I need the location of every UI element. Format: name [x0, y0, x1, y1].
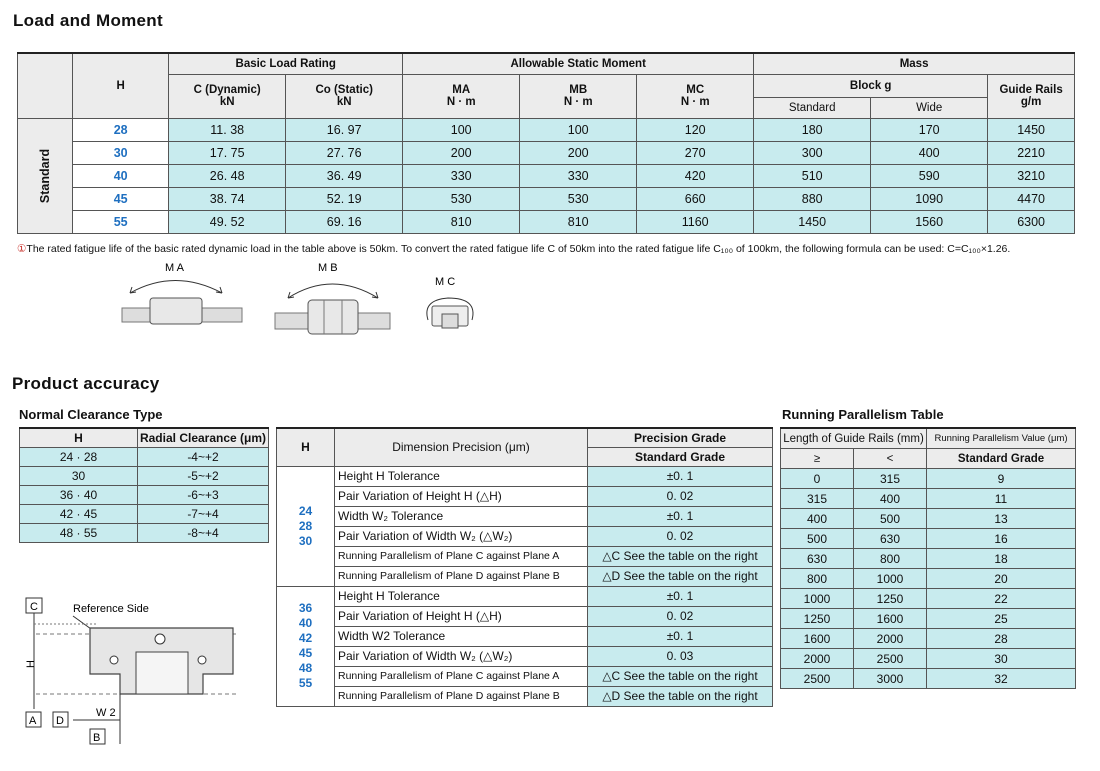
- cell-rail: 2210: [988, 141, 1075, 164]
- dp-cell-label: Running Parallelism of Plane D against Plane B: [335, 686, 588, 706]
- ncl-row: [20, 467, 269, 486]
- col-c-dynamic: C (Dynamic) kN: [169, 74, 286, 118]
- dp-col-h: H: [277, 428, 335, 466]
- moment-figures: [110, 258, 510, 338]
- dp-cell-value: ±0. 1: [588, 626, 773, 646]
- rp-cell-value: 20: [927, 569, 1076, 589]
- col-block: Block g: [754, 74, 988, 97]
- col-block-standard: Standard: [754, 97, 871, 118]
- dimension-precision-table: [276, 427, 773, 707]
- cell-h: 45: [73, 187, 169, 210]
- normal-clearance-table: [19, 427, 269, 543]
- dp-cell-label: Width W2 Tolerance: [335, 626, 588, 646]
- note-mark-icon: ①: [17, 243, 27, 255]
- rp-cell-to: 1250: [854, 589, 927, 609]
- dp-row: [277, 566, 773, 586]
- cell-ma: 100: [403, 118, 520, 141]
- rp-cell-value: 25: [927, 609, 1076, 629]
- ncl-cell-h: 36 · 40: [20, 486, 138, 505]
- figure-mc-label: M C: [435, 276, 456, 288]
- section-title-accuracy: Product accuracy: [12, 374, 160, 393]
- dp-cell-value: △C See the table on the right: [588, 546, 773, 566]
- cell-mb: 100: [520, 118, 637, 141]
- cell-wide: 1560: [871, 210, 988, 233]
- ncl-cell-value: -4~+2: [138, 448, 269, 467]
- label-a: A: [29, 715, 37, 727]
- rp-row: [781, 569, 1076, 589]
- note-text: The rated fatigue life of the basic rated dynamic load in the table above is 50km. To convert the rated fatigue life C of 50km into the rated fatigue life C₁₀₀ of 100km, the following formula can be used: C=C₁₀₀×1.26.: [26, 243, 1011, 255]
- dp-col-dim: Dimension Precision (μm): [335, 428, 588, 466]
- label-w2: W 2: [96, 707, 116, 719]
- rp-row: [781, 669, 1076, 689]
- load-row: [18, 164, 1075, 187]
- label-h: H: [25, 660, 37, 668]
- col-ma: MA N · m: [403, 74, 520, 118]
- cell-h: 28: [73, 118, 169, 141]
- cell-ma: 530: [403, 187, 520, 210]
- cell-c: 38. 74: [169, 187, 286, 210]
- dp-cell-value: 0. 02: [588, 606, 773, 626]
- dp-cell-value: △D See the table on the right: [588, 566, 773, 586]
- rp-row: [781, 609, 1076, 629]
- dp-group-h: [277, 466, 335, 586]
- ncl-row: [20, 448, 269, 467]
- rp-cell-from: 2000: [781, 649, 854, 669]
- rp-row: [781, 469, 1076, 489]
- rp-cell-value: 9: [927, 469, 1076, 489]
- rp-cell-from: 800: [781, 569, 854, 589]
- side-label-standard: Standard: [18, 118, 73, 233]
- dp-cell-label: Running Parallelism of Plane D against Plane B: [335, 566, 588, 586]
- figure-mb: [275, 262, 390, 334]
- label-c: C: [30, 601, 38, 613]
- cell-wide: 590: [871, 164, 988, 187]
- rp-cell-value: 13: [927, 509, 1076, 529]
- dp-row: [277, 646, 773, 666]
- load-row: [18, 187, 1075, 210]
- dp-col-sg: Standard Grade: [588, 447, 773, 466]
- ncl-cell-value: -5~+2: [138, 467, 269, 486]
- load-moment-table: [17, 52, 1075, 234]
- cell-ma: 330: [403, 164, 520, 187]
- rp-cell-value: 16: [927, 529, 1076, 549]
- figure-ma-label: M A: [165, 262, 184, 274]
- cell-co: 69. 16: [286, 210, 403, 233]
- ncl-row: [20, 486, 269, 505]
- group-static-moment: Allowable Static Moment: [403, 53, 754, 74]
- rp-cell-value: 11: [927, 489, 1076, 509]
- rp-row: [781, 509, 1076, 529]
- rp-cell-to: 500: [854, 509, 927, 529]
- dp-h-value: 42: [298, 631, 313, 645]
- rp-cell-from: 500: [781, 529, 854, 549]
- section-title-load: Load and Moment: [13, 11, 163, 30]
- label-reference-side: Reference Side: [73, 603, 149, 615]
- dp-h-value: 48: [298, 661, 313, 675]
- cell-c: 11. 38: [169, 118, 286, 141]
- dp-row: [277, 666, 773, 686]
- cell-std: 510: [754, 164, 871, 187]
- cell-ma: 810: [403, 210, 520, 233]
- cell-mc: 270: [637, 141, 754, 164]
- rp-col-val: Running Parallelism Value (μm): [927, 428, 1076, 449]
- cell-std: 180: [754, 118, 871, 141]
- load-row: [18, 141, 1075, 164]
- ncl-cell-value: -8~+4: [138, 524, 269, 543]
- cell-h: 30: [73, 141, 169, 164]
- ncl-cell-h: 24 · 28: [20, 448, 138, 467]
- dp-row: [277, 686, 773, 706]
- dp-row: [277, 626, 773, 646]
- cell-c: 26. 48: [169, 164, 286, 187]
- rp-cell-value: 32: [927, 669, 1076, 689]
- dp-h-value: 30: [298, 533, 313, 548]
- dp-cell-label: Height H Tolerance: [335, 586, 588, 606]
- cell-mb: 530: [520, 187, 637, 210]
- figure-mc: [427, 276, 473, 328]
- col-guide-rails: Guide Rails g/m: [988, 74, 1075, 118]
- rp-cell-value: 30: [927, 649, 1076, 669]
- dp-h-value: 36: [298, 601, 313, 615]
- rp-cell-to: 2500: [854, 649, 927, 669]
- rp-cell-to: 3000: [854, 669, 927, 689]
- rp-cell-from: 630: [781, 549, 854, 569]
- dp-cell-value: 0. 02: [588, 486, 773, 506]
- rp-row: [781, 549, 1076, 569]
- cell-co: 36. 49: [286, 164, 403, 187]
- ncl-cell-h: 42 · 45: [20, 505, 138, 524]
- ncl-row: [20, 524, 269, 543]
- col-h: H: [73, 53, 169, 118]
- cell-wide: 170: [871, 118, 988, 141]
- cell-ma: 200: [403, 141, 520, 164]
- rp-col-ge: ≥: [781, 449, 854, 469]
- cell-co: 52. 19: [286, 187, 403, 210]
- corner-cell: [18, 53, 73, 118]
- rp-row: [781, 629, 1076, 649]
- rp-row: [781, 529, 1076, 549]
- cell-mc: 660: [637, 187, 754, 210]
- dp-cell-label: Running Parallelism of Plane C against Plane A: [335, 546, 588, 566]
- reference-diagram: [18, 594, 248, 754]
- col-mb: MB N · m: [520, 74, 637, 118]
- cell-c: 17. 75: [169, 141, 286, 164]
- rp-cell-to: 2000: [854, 629, 927, 649]
- rp-cell-from: 1000: [781, 589, 854, 609]
- dp-cell-label: Running Parallelism of Plane C against Plane A: [335, 666, 588, 686]
- cell-co: 27. 76: [286, 141, 403, 164]
- dp-cell-label: Height H Tolerance: [335, 466, 588, 486]
- cell-h: 55: [73, 210, 169, 233]
- dp-cell-value: ±0. 1: [588, 466, 773, 486]
- label-b: B: [93, 732, 101, 744]
- figure-mb-label: M B: [318, 262, 338, 274]
- dp-row: [277, 506, 773, 526]
- dp-cell-label: Pair Variation of Height H (△H): [335, 486, 588, 506]
- rp-cell-to: 630: [854, 529, 927, 549]
- cell-std: 880: [754, 187, 871, 210]
- dp-group-h: [277, 586, 335, 706]
- cell-mc: 120: [637, 118, 754, 141]
- rp-cell-to: 400: [854, 489, 927, 509]
- cell-rail: 1450: [988, 118, 1075, 141]
- dp-cell-label: Pair Variation of Width W₂ (△W₂): [335, 646, 588, 666]
- cell-mc: 1160: [637, 210, 754, 233]
- dp-row: [277, 586, 773, 606]
- group-basic-load: Basic Load Rating: [169, 53, 403, 74]
- rp-cell-from: 1250: [781, 609, 854, 629]
- rp-cell-to: 800: [854, 549, 927, 569]
- dp-row: [277, 466, 773, 486]
- ncl-col-h: H: [20, 428, 138, 448]
- cell-wide: 400: [871, 141, 988, 164]
- dp-h-value: 28: [298, 518, 313, 533]
- dp-cell-value: △D See the table on the right: [588, 686, 773, 706]
- rp-cell-value: 28: [927, 629, 1076, 649]
- rp-cell-value: 22: [927, 589, 1076, 609]
- load-row: [18, 118, 1075, 141]
- ncl-title: Normal Clearance Type: [19, 407, 163, 422]
- label-d: D: [56, 715, 64, 727]
- running-parallelism-table: [780, 427, 1076, 689]
- dp-cell-value: ±0. 1: [588, 506, 773, 526]
- rp-cell-from: 0: [781, 469, 854, 489]
- rp-cell-from: 400: [781, 509, 854, 529]
- fatigue-life-note: [17, 243, 1010, 255]
- dp-cell-label: Width W₂ Tolerance: [335, 506, 588, 526]
- dp-row: [277, 526, 773, 546]
- dp-col-pg: Precision Grade: [588, 428, 773, 447]
- ncl-cell-h: 48 · 55: [20, 524, 138, 543]
- dp-h-value: 24: [298, 503, 313, 518]
- cell-rail: 4470: [988, 187, 1075, 210]
- cell-h: 40: [73, 164, 169, 187]
- dp-cell-value: 0. 03: [588, 646, 773, 666]
- col-mc: MC N · m: [637, 74, 754, 118]
- rp-row: [781, 489, 1076, 509]
- rp-cell-from: 315: [781, 489, 854, 509]
- ncl-cell-value: -7~+4: [138, 505, 269, 524]
- rp-cell-from: 2500: [781, 669, 854, 689]
- ncl-row: [20, 505, 269, 524]
- dp-row: [277, 486, 773, 506]
- dp-row: [277, 546, 773, 566]
- rp-cell-to: 1600: [854, 609, 927, 629]
- cell-mb: 200: [520, 141, 637, 164]
- group-mass: Mass: [754, 53, 1075, 74]
- load-row: [18, 210, 1075, 233]
- cell-wide: 1090: [871, 187, 988, 210]
- cell-mb: 810: [520, 210, 637, 233]
- dp-cell-label: Pair Variation of Width W₂ (△W₂): [335, 526, 588, 546]
- cell-co: 16. 97: [286, 118, 403, 141]
- figure-ma: [122, 262, 242, 324]
- rp-col-lt: <: [854, 449, 927, 469]
- cell-rail: 6300: [988, 210, 1075, 233]
- cell-c: 49. 52: [169, 210, 286, 233]
- rp-title: Running Parallelism Table: [782, 407, 944, 422]
- rp-row: [781, 649, 1076, 669]
- ncl-cell-value: -6~+3: [138, 486, 269, 505]
- dp-cell-value: 0. 02: [588, 526, 773, 546]
- dp-h-value: 40: [298, 616, 313, 630]
- rp-col-len: Length of Guide Rails (mm): [781, 428, 927, 449]
- ncl-col-rc: Radial Clearance (μm): [138, 428, 269, 448]
- dp-row: [277, 606, 773, 626]
- cell-rail: 3210: [988, 164, 1075, 187]
- ncl-cell-h: 30: [20, 467, 138, 486]
- dp-cell-value: △C See the table on the right: [588, 666, 773, 686]
- rp-cell-to: 1000: [854, 569, 927, 589]
- col-co-static: Co (Static) kN: [286, 74, 403, 118]
- dp-h-value: 45: [298, 646, 313, 660]
- cell-std: 1450: [754, 210, 871, 233]
- rp-cell-value: 18: [927, 549, 1076, 569]
- col-block-wide: Wide: [871, 97, 988, 118]
- rp-col-sg: Standard Grade: [927, 449, 1076, 469]
- cell-mb: 330: [520, 164, 637, 187]
- rp-cell-to: 315: [854, 469, 927, 489]
- dp-h-value: 55: [298, 676, 313, 690]
- rp-cell-from: 1600: [781, 629, 854, 649]
- dp-cell-label: Pair Variation of Height H (△H): [335, 606, 588, 626]
- dp-cell-value: ±0. 1: [588, 586, 773, 606]
- cell-std: 300: [754, 141, 871, 164]
- cell-mc: 420: [637, 164, 754, 187]
- rp-row: [781, 589, 1076, 609]
